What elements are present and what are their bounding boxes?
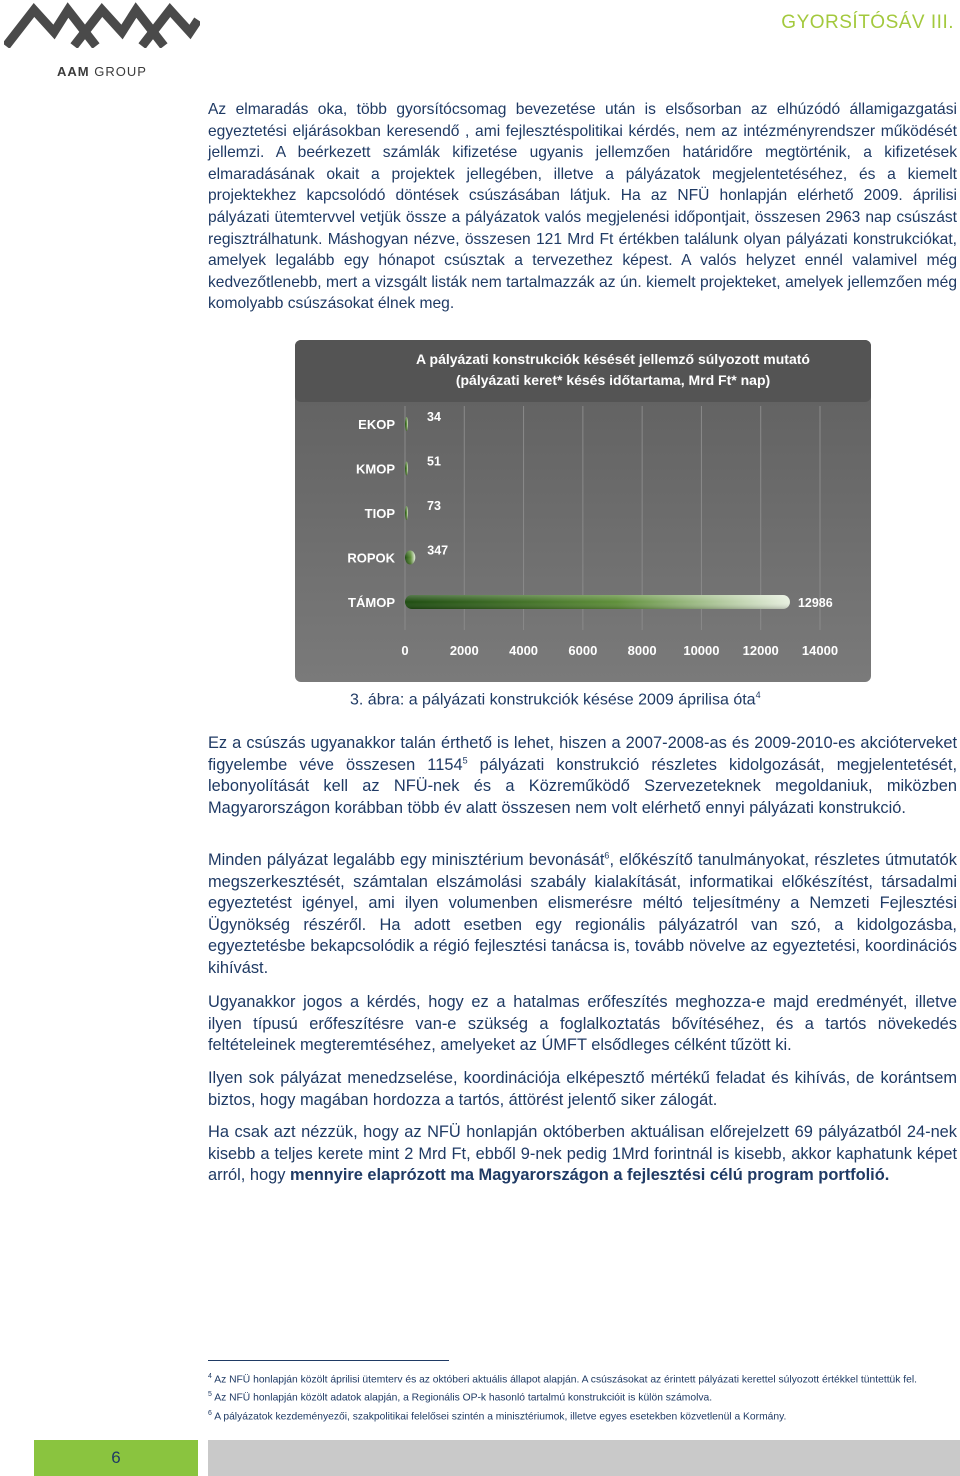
chart-x-tick-label: 2000: [449, 643, 479, 658]
chart-x-tick-label: 14000: [801, 643, 839, 658]
logo-brand: AAM: [57, 64, 90, 79]
footnote-5-text: Az NFÜ honlapján közölt adatok alapján, a Regionális OP-k hasonló tartalmú konstrukcióit is külön számolva.: [211, 1392, 713, 1404]
chart-bar-shine: [405, 595, 790, 609]
aam-logo-mark: [4, 2, 200, 48]
footnote-5-number: 5: [208, 1391, 212, 1399]
paragraph-6-text: Ha csak azt nézzük, hogy az NFÜ honlapján októberben aktuálisan előrejelzett 69 pályázatból 24-nek kisebb a teljes kerete mint 2 Mrd Ft, ebből 9-nek pedig 1Mrd forintnál is kisebb, akkor kaphatunk képet arról, hogy: [208, 1123, 957, 1185]
paragraph-4: Ugyanakkor jogos a kérdés, hogy ez a hatalmas erőfeszítés meghozza-e majd eredményét, illetve ilyen típusú erőfeszítésre van-e szükség a foglalkoztatás bővítéséhez, és a tartós növekedés feltételeinek megteremtéséhez, amelyeket az ÚMFT elsődleges célként tűzött ki.: [208, 993, 957, 1055]
logo-suffix: GROUP: [94, 64, 147, 79]
footnote-separator: [208, 1360, 449, 1361]
paragraph-3-part-a: Minden pályázat legalább egy minisztérium bevonását: [208, 851, 605, 869]
footnote-ref-6: 6: [604, 850, 610, 861]
chart-x-tick-label: 6000: [568, 643, 598, 658]
chart-category-label: TÁMOP: [348, 595, 395, 610]
chart-title-band: [295, 340, 871, 402]
footnote-4-number: 4: [208, 1373, 212, 1380]
delay-bar-chart: [295, 340, 871, 682]
footnote-6-number: 6: [208, 1409, 212, 1417]
chart-value-label: 347: [427, 543, 449, 558]
chart-category-label: TIOP: [364, 506, 395, 521]
footnote-ref-5: 5: [462, 755, 468, 766]
paragraph-3: [208, 850, 957, 980]
chart-category-label: KMOP: [356, 461, 395, 477]
chart-category-label: EKOP: [358, 417, 395, 432]
paragraph-3-part-b: , előkészítő tanulmányokat, részletes útmutatók megszerkesztését, számtalan elszámolási szabály kialakítását, informatikai előkészítést, társadalmi egyeztetést igényel, ami ilyen volumenben elismerésre méltó teljesítmény a Nemzeti Fejlesztési Ügynökség részéről. Ha adott esetben egy regionális pályázatról van szó, a kidolgozásba, egyeztetésbe bekapcsolódik a régió fejlesztési tanácsa is, tovább növelve az egyeztetési, koordinációs kihívást.: [208, 851, 957, 977]
footnote-4: [208, 1369, 960, 1387]
caption-footnote-ref: 4: [755, 690, 761, 700]
paragraph-5: Ilyen sok pályázat menedzselése, koordinációja elképesztő mértékű feladat és kihívás, de korántsem biztos, hogy magában hordozza a tartós, áttörést jelentő siker zálogát.: [208, 1069, 957, 1109]
paragraph-2-part-b: pályázati konstrukció részletes kidolgozását, megjelentetését, lebonyolítását kell az NFÜ-nek és a Közreműködő Szervezeteknek megoldaniuk, miközben Magyarországon korábban több év alatt összesen nem volt elérhető ennyi pályázati konstrukció.: [208, 755, 957, 817]
footnote-6: [208, 1406, 960, 1424]
chart-value-label: 73: [427, 499, 441, 513]
chart-title-line-1: A pályázati konstrukciók késését jellemző súlyozott mutató: [416, 351, 810, 367]
chart-x-tick-label: 0: [401, 643, 409, 658]
paragraph-6-emphasis: mennyire elaprózott ma Magyarországon a fejlesztési célú program portfolió.: [290, 1166, 890, 1185]
figure-caption: [350, 690, 761, 709]
chart-bar-shine: [405, 417, 408, 431]
chart-x-tick-label: 10000: [683, 643, 720, 658]
caption-text: 3. ábra: a pályázati konstrukciók késése 2009 áprilisa óta: [350, 691, 756, 709]
chart-x-tick-label: 8000: [627, 643, 657, 658]
footnote-6-text: A pályázatok kezdeményezői, szakpolitikai felelősei szintén a minisztériumok, illetve egyes esetekben közvetlenül a Kormány.: [211, 1411, 787, 1423]
chart-value-label: 34: [427, 410, 441, 424]
paragraph-1: Az elmaradás oka, több gyorsítócsomag bevezetése után is elsősorban az elhúzódó államigazgatási egyeztetési eljárásokban keresendő , ami fejlesztéspolitikai kérdés, nem az intézményrendszer működését jellemzi. A beérkezett számlák kifizetése ugyanis jellemzően határidőre megtörténik, a kifizetések elmaradásának okait a projektek jellegében, illetve a pályázatok megjelentetéséhez, és a kiemelt projektekhez kapcsolódó döntések csúszásában látjuk. Ha az NFÜ honlapján elérhető 2009. áprilisi pályázati ütemtervvel vetjük össze a pályázatok valós megjelenési időpontjait, összesen 2963 nap csúszást regisztrálhatunk. Máshogyan nézve, összesen 121 Mrd Ft értékben találunk olyan pályázati konstrukciókat, amelyek legalább egy hónapot csúsztak a tervezethez képest. A valós helyzet ennél valamivel még kedvezőtlenebb, mert a vizsgált listák nem tartalmazzák az ún. kiemelt projekteket, amelyek jellemzően még komolyabb csúszásokat élnek meg.: [208, 101, 957, 313]
footnote-4-text: Az NFÜ honlapján közölt áprilisi ütemterv és az októberi aktuális állapot alapján. A csúszásokat az érintett pályázati kerettel súlyozott értékkel tüntettük fel.: [211, 1374, 918, 1386]
running-header-title: GYORSÍTÓSÁV III.: [781, 12, 954, 33]
page-number: 6: [111, 1448, 121, 1467]
chart-value-label: 51: [427, 454, 441, 469]
logo-wordmark: [57, 64, 147, 79]
chart-value-label: 12986: [797, 596, 833, 610]
chart-x-tick-label: 12000: [742, 643, 779, 658]
footer-gray-band: [208, 1440, 960, 1476]
chart-bar-shine: [405, 551, 415, 565]
paragraph-2-part-a: Ez a csúszás ugyanakkor talán érthető is lehet, hiszen a 2007-2008-as és 2009-2010-es akcióterveket figyelembe véve összesen 1154: [208, 734, 957, 774]
chart-bar-shine: [405, 506, 408, 520]
paragraph-6: [208, 1122, 957, 1187]
footnotes: [208, 1369, 960, 1424]
chart-bar-shine: [405, 462, 408, 476]
chart-title-line-2: (pályázati keret* késés időtartama, Mrd Ft* nap): [455, 372, 771, 388]
chart-x-tick-label: 4000: [509, 643, 539, 658]
paragraph-2: [208, 733, 957, 819]
chart-category-label: ROPOK: [347, 550, 395, 566]
footnote-5: [208, 1387, 960, 1405]
